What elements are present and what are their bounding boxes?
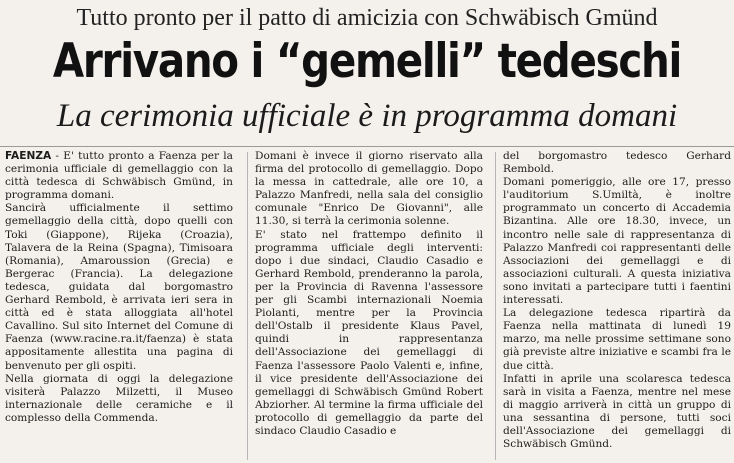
- dateline: FAENZA: [5, 150, 52, 162]
- paragraph: Domani pomeriggio, alle ore 17, presso l'auditorium S.Umiltà, è inoltre programmato un concerto di Accademia Bizantina. Alle ore 18.30, invece, un incontro nelle sale di rappresentanza di Palazzo Manfredi coi rappresentanti delle Associazioni dei gemellaggi e di associazioni culturali. A questa iniziativa sono invitati a partecipare tutti i faentini interessati.: [503, 176, 731, 307]
- paragraph: Domani è invece il giorno riservato alla firma del protocollo di gemellaggio. Dopo la messa in cattedrale, alle ore 10, a Palazzo Manfredi, nella sala del consiglio comunale "Enrico De Giovanni", alle 11.30, si terrà la cerimonia solenne.: [255, 150, 483, 228]
- article-column-2: [255, 150, 483, 462]
- paragraph: Sancirà ufficialmente il settimo gemellaggio della città, dopo quelli con Toki (Giappone), Rijeka (Croazia), Talavera de la Reina (Spagna), Timisoara (Romania), Amaroussion (Grecia) e Bergerac (Francia). La delegazione tedesca, guidata dal borgomastro Gerhard Rembold, è arrivata ieri sera in città ed è stata alloggiata all'hotel Cavallino. Sul sito Internet del Comune di Faenza (www.racine.ra.it/faenza) è stata appositamente allestita una pagina di benvenuto per gli ospiti.: [5, 202, 233, 372]
- paragraph: E' stato nel frattempo definito il programma ufficiale degli interventi: dopo i due sindaci, Claudio Casadio e Gerhard Rembold, prenderanno la parola, per la Provincia di Ravenna l'assessore per gli Scambi internazionali Noemia Piolanti, mentre per la Provincia dell'Ostalb il presidente Klaus Pavel, quindi in rappresentanza dell'Associazione dei gemellaggi di Faenza l'assessore Paolo Valenti e, infine, il vice presidente dell'Associazione dei gemellaggi di Schwäbisch Gmünd Robert Abziorher. Al termine la firma ufficiale del protocollo di gemellaggio da parte del sindaco Claudio Casadio e: [255, 228, 483, 437]
- article-headline: Arrivano i “gemelli” tedeschi: [52, 34, 682, 89]
- paragraph: [5, 150, 233, 202]
- paragraph: Nella giornata di oggi la delegazione visiterà Palazzo Milzetti, il Museo internazionale delle ceramiche e il complesso della Commenda.: [5, 372, 233, 424]
- article-column-1: [5, 150, 233, 462]
- article-subhead: La cerimonia ufficiale è in programma domani: [56, 98, 678, 134]
- article-kicker: Tutto pronto per il patto di amicizia con Schwäbisch Gmünd: [76, 5, 658, 31]
- paragraph: La delegazione tedesca ripartirà da Faenza nella mattinata di lunedì 19 marzo, ma nelle prossime settimane sono già previste altre iniziative e scambi fra le due città.: [503, 307, 731, 372]
- column-divider: [495, 152, 496, 460]
- paragraph: Infatti in aprile una scolaresca tedesca sarà in visita a Faenza, mentre nel mese di maggio arriverà in città un gruppo di una sessantina di persone, tutti soci dell'Associazione dei gemellaggi di Schwäbisch Gmünd.: [503, 372, 731, 451]
- paragraph-text: - E' tutto pronto a Faenza per la cerimonia ufficiale di gemellaggio con la città tedesca di Schwäbisch Gmünd, in programma domani.: [5, 150, 233, 202]
- column-divider: [247, 152, 248, 460]
- article-column-3: [503, 150, 731, 462]
- header-divider: [0, 146, 734, 147]
- paragraph: del borgomastro tedesco Gerhard Rembold.: [503, 150, 731, 176]
